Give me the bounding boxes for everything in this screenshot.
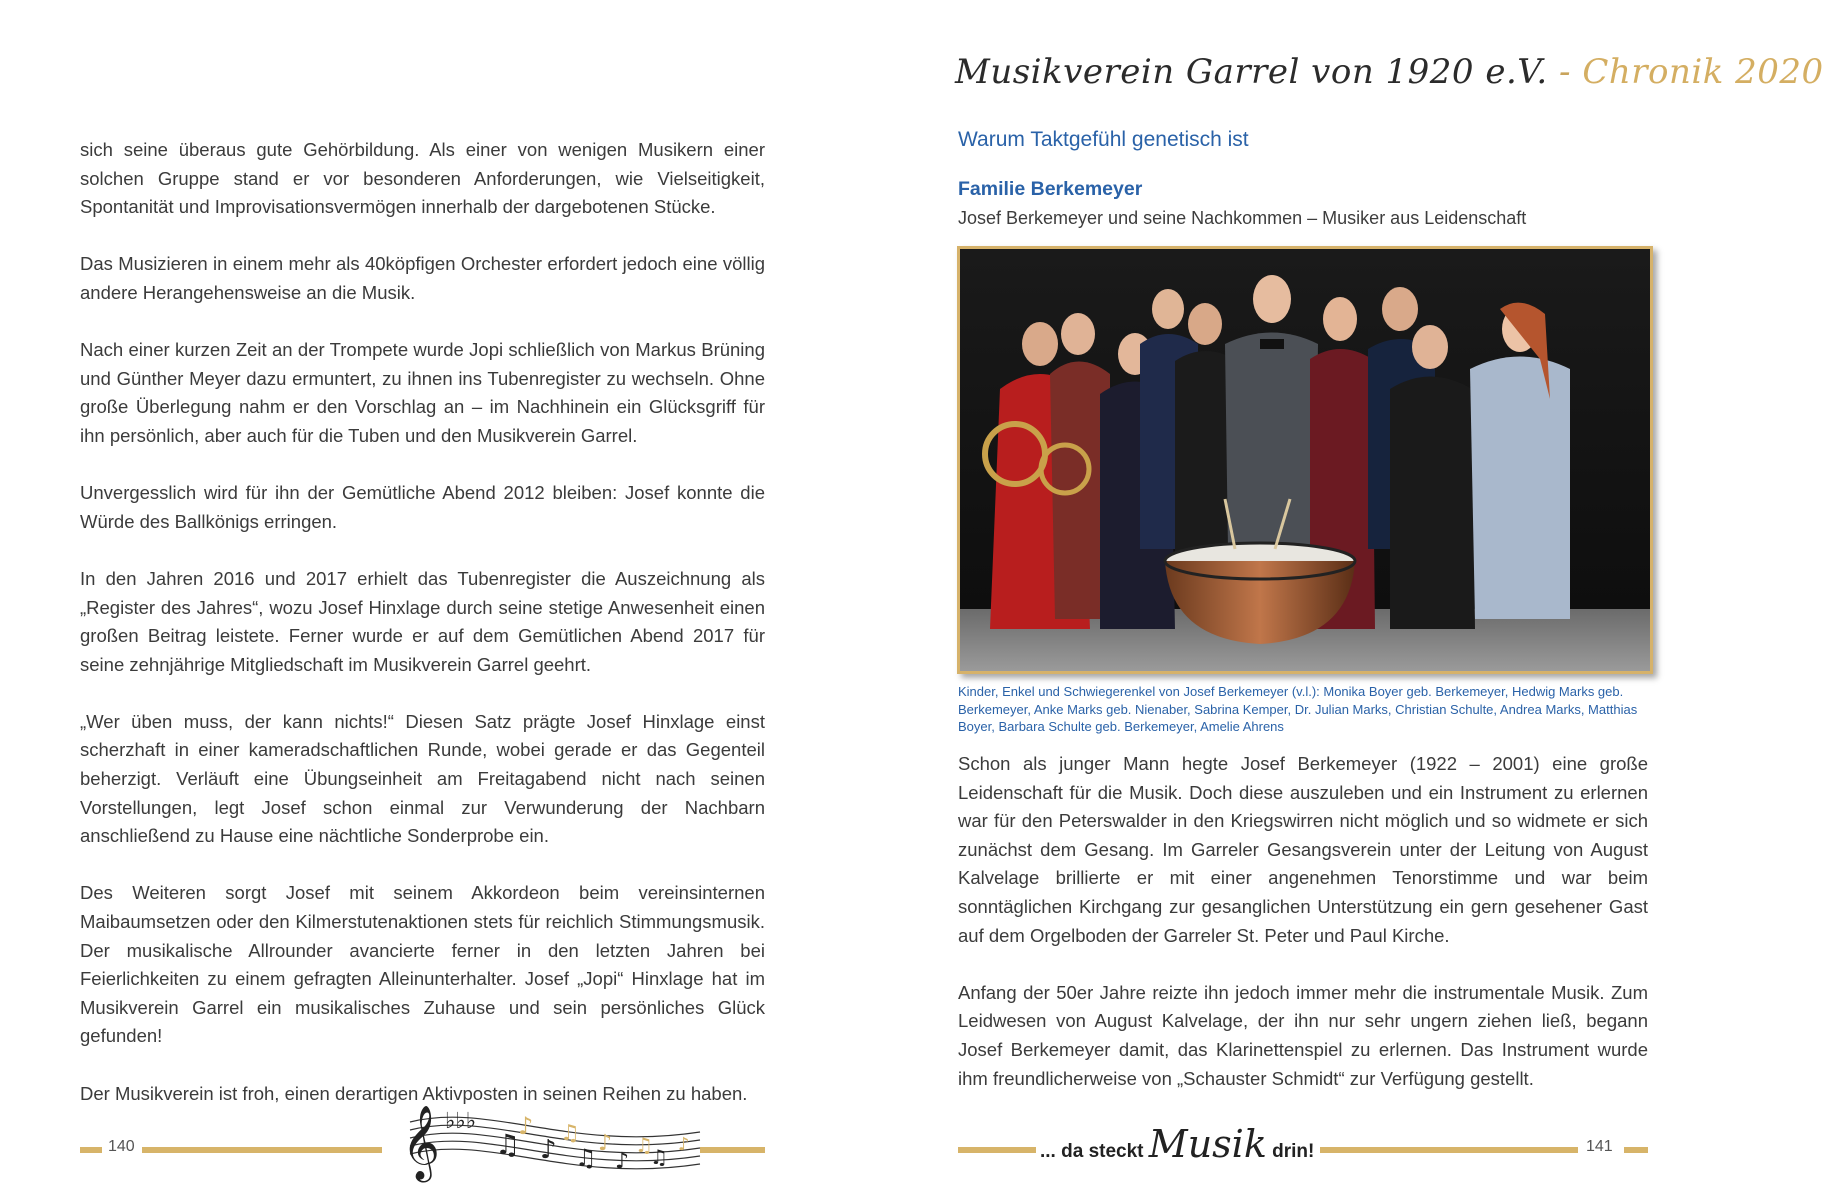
family-photo-illustration: [960, 249, 1650, 671]
left-footer-bar-short: [80, 1147, 102, 1153]
family-title: Familie Berkemeyer: [958, 178, 1143, 200]
left-body-text: [80, 136, 765, 1137]
svg-text:♪: ♪: [518, 1112, 534, 1140]
header-club-name: Musikverein Garrel von 1920 e.V.: [955, 52, 1548, 92]
right-paragraph-1: Schon als junger Mann hegte Josef Berkemeyer (1922 – 2001) eine große Leidenschaft für die Musik. Doch diese auszuleben und ein Instrument zu erlernen war für den Peterswalder in den Kriegswirren nicht möglich und so widmete er sich zunächst dem Gesang. Im Garreler Gesangsverein unter der Leitung von August Kalvelage brillierte er mit einer angenehmen Tenorstimme und war beim sonntäglichen Kirchgang zur gesanglichen Unterstützung ein gern gesehener Gast auf dem Orgelboden der Garreler St. Peter und Paul Kirche.: [958, 753, 1648, 946]
left-paragraph-4: Unvergesslich wird für ihn der Gemütliche Abend 2012 bleiben: Josef konnte die Würde des Ballkönigs erringen.: [80, 482, 765, 532]
header-chronik-year: Chronik 2020: [1582, 52, 1824, 92]
left-paragraph-6: „Wer üben muss, der kann nichts!“ Diesen Satz prägte Josef Hinxlage einst scherzhaft in einer kameradschaftlichen Runde, wobei gerade er das Gegenteil beherzigt. Verläuft eine Übungseinheit am Freitagabend nicht nach seinen Vorstellungen, legt Josef schon einmal zur Verwunderung der Nachbarn anschließend zu Hause eine nächtliche Sonderprobe ein.: [80, 710, 765, 847]
right-body-text: [958, 750, 1648, 1122]
left-page-number: 140: [108, 1138, 135, 1155]
footer-slogan-prefix: ... da steckt: [1040, 1141, 1149, 1162]
footer-slogan: [1040, 1122, 1314, 1166]
left-paragraph-1: sich seine überaus gute Gehörbildung. Als einer von wenigen Musikern einer solchen Gruppe stand er vor besonderen Anforderungen, wie Vielseitigkeit, Spontanität und Improvisationsvermögen innerhalb der dargebotenen Stücke.: [80, 139, 765, 218]
right-footer-bar-end: [1624, 1147, 1648, 1153]
svg-text:♫: ♫: [575, 1144, 597, 1172]
left-paragraph-3: Nach einer kurzen Zeit an der Trompete wurde Jopi schließlich von Markus Brüning und Günther Meyer dazu ermuntert, zu ihnen ins Tubenregister zu wechseln. Ohne große Überlegung nahm er den Vorschlag an – im Nachhinein ein Glücksgriff für ihn persönlich, aber auch für die Tuben und den Musikverein Garrel.: [80, 339, 765, 446]
svg-text:♪: ♪: [615, 1149, 630, 1174]
svg-text:♪: ♪: [678, 1134, 690, 1155]
left-paragraph-7: Des Weiteren sorgt Josef mit seinem Akkordeon beim vereinsinternen Maibaumsetzen oder den Kilmerstutenaktionen stets für reichlich Stimmungsmusik. Der musikalische Allrounder avancierte ferner in den letzten Jahren bei Feierlichkeiten zu einem gefragten Alleinunterhalter. Josef „Jopi“ Hinxlage hat im Musikverein Garrel ein musikalisches Zuhause und sein persönliches Glück gefunden!: [80, 882, 765, 1047]
footer-slogan-suffix: drin!: [1266, 1141, 1315, 1162]
family-subtitle: Josef Berkemeyer und seine Nachkommen – Musiker aus Leidenschaft: [958, 208, 1527, 228]
left-footer-bar-long: [142, 1147, 382, 1153]
left-paragraph-5: In den Jahren 2016 und 2017 erhielt das Tubenregister die Auszeichnung als „Register des Jahres“, wozu Josef Hinxlage durch seine stetige Anwesenheit einen großen Beitrag leistete. Ferner wurde er auf dem Gemütlichen Abend 2017 für seine zehnjährige Mitgliedschaft im Musikverein Garrel geehrt.: [80, 567, 765, 675]
svg-text:♫: ♫: [635, 1133, 653, 1157]
svg-text:♫: ♫: [560, 1121, 580, 1146]
right-footer-bar-left: [958, 1147, 1036, 1153]
svg-text:♫: ♫: [495, 1128, 521, 1161]
right-page-number: 141: [1586, 1138, 1613, 1155]
left-paragraph-8: Der Musikverein ist froh, einen derartigen Aktivposten in seinen Reihen zu haben.: [80, 1082, 748, 1104]
svg-text:♭♭♭: ♭♭♭: [445, 1109, 477, 1134]
header-separator: -: [1547, 52, 1583, 92]
svg-text:♪: ♪: [540, 1135, 557, 1165]
photo-caption: Kinder, Enkel und Schwiegerenkel von Josef Berkemeyer (v.l.): Monika Boyer geb. Berkemeyer, Hedwig Marks geb. Berkemeyer, Anke Marks geb. Nienaber, Sabrina Kemper, Dr. Julian Marks, Christian Schulte, Andrea Marks, Matthias Boyer, Barbara Schulte geb. Berkemeyer, Amelie Ahrens: [958, 684, 1638, 734]
svg-text:♫: ♫: [650, 1145, 668, 1169]
left-page: [0, 0, 850, 1200]
svg-text:𝄞: 𝄞: [402, 1106, 440, 1180]
section-title: Warum Taktgefühl genetisch ist: [958, 128, 1249, 151]
music-staff-icon: [400, 1092, 720, 1182]
left-paragraph-2: Das Musizieren in einem mehr als 40köpfigen Orchester erfordert jedoch eine völlig andere Herangehensweise an die Musik.: [80, 253, 765, 303]
right-footer-bar-long: [1320, 1147, 1578, 1153]
footer-slogan-script: Musik: [1148, 1122, 1267, 1166]
family-photo: [957, 246, 1653, 674]
svg-text:♪: ♪: [598, 1131, 613, 1156]
chronik-header: [955, 52, 1824, 92]
right-paragraph-2: Anfang der 50er Jahre reizte ihn jedoch immer mehr die instrumentale Musik. Zum Leidwesen von August Kalvelage, der ihn nur sehr ungern ziehen ließ, begann Josef Berkemeyer damit, das Klarinettenspiel zu erlernen. Das Instrument wurde ihm freundlicherweise von „Schauster Schmidt“ zur Verfügung gestellt.: [958, 981, 1648, 1089]
